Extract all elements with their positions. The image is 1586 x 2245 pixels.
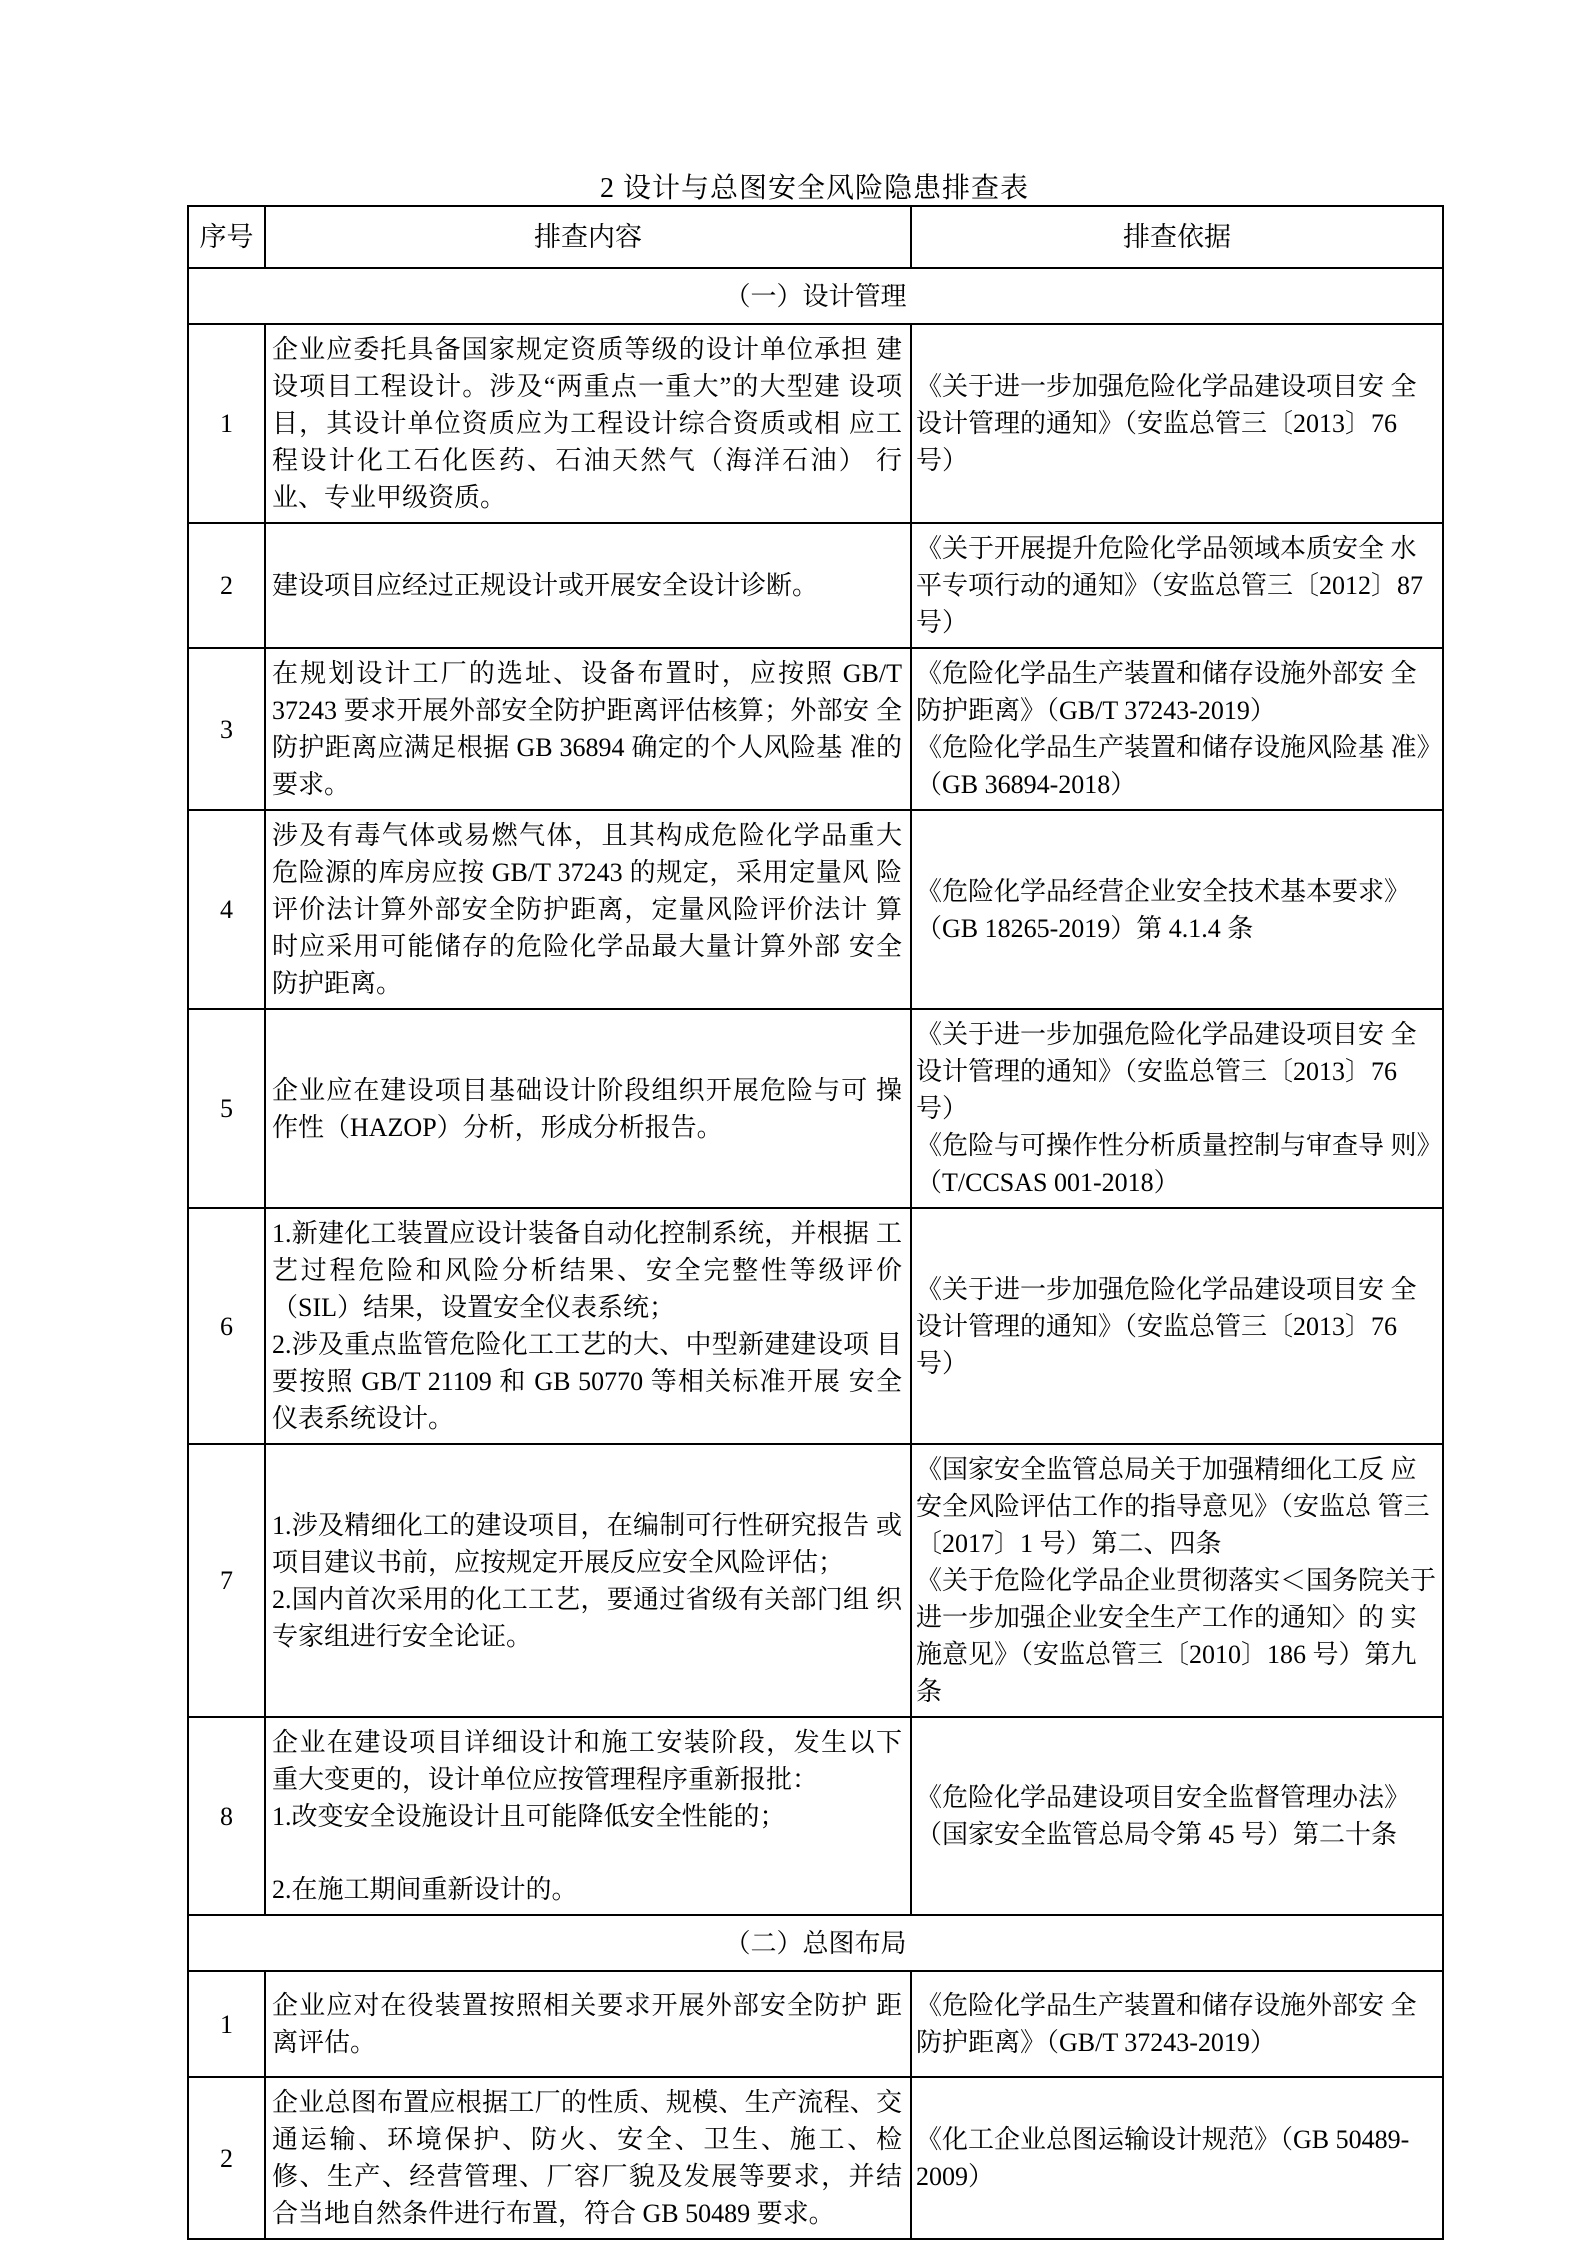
basis-paragraph: 《危险化学品经营企业安全技术基本要求》 （GB 18265-2019）第 4.1.4 条 (916, 876, 1411, 943)
checklist-table (187, 205, 1444, 2240)
section-title: （二）总图布局 (188, 1915, 1443, 1971)
content-paragraph: 2.涉及重点监管危险化工工艺的大、中型新建建设项 目要按照 GB/T 21109 和 GB 50770 等相关标准开展 安全仪表系统设计。 (272, 1330, 902, 1433)
table-row (188, 1444, 1443, 1717)
content-paragraph: 2.在施工期间重新设计的。 (272, 1875, 578, 1904)
row-number: 3 (188, 648, 265, 810)
content-paragraph: 1.改变安全设施设计且可能降低安全性能的； (272, 1802, 786, 1831)
row-number: 2 (188, 523, 265, 648)
row-basis (911, 1444, 1443, 1717)
page-title: 2 设计与总图安全风险隐患排查表 (599, 173, 1029, 204)
basis-paragraph: 《危险化学品建设项目安全监督管理办法》 （国家安全监管总局令第 45 号）第二十条 (916, 1783, 1411, 1849)
row-basis (911, 648, 1443, 810)
table-row (188, 1971, 1443, 2077)
column-header-index: 序号 (188, 206, 265, 268)
row-basis (911, 1208, 1443, 1444)
table-row (188, 523, 1443, 648)
content-paragraph: 企业应对在役装置按照相关要求开展外部安全防护 距离评估。 (272, 1991, 902, 2057)
section-header-design-management (188, 268, 1443, 324)
row-basis (911, 2077, 1443, 2239)
row-content (265, 523, 911, 648)
basis-paragraph: 《关于进一步加强危险化学品建设项目安 全设计管理的通知》（安监总管三〔2013〕76 号） (916, 372, 1417, 475)
row-basis (911, 324, 1443, 523)
content-paragraph: 1.涉及精细化工的建设项目，在编制可行性研究报告 或项目建议书前，应按规定开展反应安全风险评估； (272, 1510, 902, 1577)
row-number: 7 (188, 1444, 265, 1717)
basis-paragraph: 《关于危险化学品企业贯彻落实＜国务院关于进一步加强企业安全生产工作的通知〉的 实施意见》（安监总管三〔2010〕186 号）第九条 (916, 1566, 1437, 1706)
column-header-basis: 排查依据 (911, 206, 1443, 268)
basis-paragraph: 《关于开展提升危险化学品领域本质安全 水平专项行动的通知》（安监总管三〔2012〕87 号） (916, 534, 1424, 637)
row-number: 5 (188, 1009, 265, 1208)
row-content (265, 324, 911, 523)
row-content (265, 1208, 911, 1444)
table-row (188, 648, 1443, 810)
table-row (188, 1009, 1443, 1208)
content-paragraph: 建设项目应经过正规设计或开展安全设计诊断。 (272, 571, 819, 600)
row-basis (911, 523, 1443, 648)
row-content (265, 810, 911, 1009)
row-content (265, 1444, 911, 1717)
content-paragraph: 企业总图布置应根据工厂的性质、规模、生产流程、交 通运输、环境保护、防火、安全、卫生、施工、检 修、生产、经营管理、厂容厂貌及发展等要求，并结 合当地自然条件进行布置，符合 GB 50489 要求。 (272, 2088, 902, 2228)
row-basis (911, 810, 1443, 1009)
basis-paragraph: 《危险与可操作性分析质量控制与审查导 则》（T/CCSAS 001-2018） (916, 1131, 1430, 1197)
row-basis (911, 1009, 1443, 1208)
section-title: （一）设计管理 (188, 268, 1443, 324)
basis-paragraph: 《关于进一步加强危险化学品建设项目安 全设计管理的通知》（安监总管三〔2013〕76 号） (916, 1274, 1417, 1378)
basis-paragraph: 《化工企业总图运输设计规范》（GB 50489-2009） (916, 2125, 1410, 2191)
row-content (265, 1009, 911, 1208)
row-number: 8 (188, 1717, 265, 1915)
basis-paragraph: 《危险化学品生产装置和储存设施外部安 全防护距离》（GB/T 37243-2019） (916, 1991, 1417, 2057)
table-row (188, 324, 1443, 523)
row-number: 6 (188, 1208, 265, 1444)
basis-paragraph: 《国家安全监管总局关于加强精细化工反 应安全风险评估工作的指导意见》（安监总 管三〔2017〕1 号）第二、四条 (916, 1455, 1430, 1558)
content-paragraph: 1.新建化工装置应设计装备自动化控制系统，并根据 工艺过程危险和风险分析结果、安全完整性等级评价 （SIL）结果，设置安全仪表系统； (272, 1219, 902, 1322)
content-paragraph: 在规划设计工厂的选址、设备布置时，应按照 GB/T 37243 要求开展外部安全防护距离评估核算；外部安 全防护距离应满足根据 GB 36894 确定的个人风险基 准的要求。 (272, 659, 902, 799)
table-row (188, 2077, 1443, 2239)
section-header-general-layout (188, 1915, 1443, 1971)
basis-paragraph: 《危险化学品生产装置和储存设施风险基 准》（GB 36894-2018） (916, 733, 1430, 799)
row-number: 1 (188, 324, 265, 523)
table-row (188, 810, 1443, 1009)
basis-paragraph: 《关于进一步加强危险化学品建设项目安 全设计管理的通知》（安监总管三〔2013〕76 号） (916, 1020, 1417, 1123)
basis-paragraph: 《危险化学品生产装置和储存设施外部安 全防护距离》（GB/T 37243-2019） (916, 659, 1417, 725)
content-paragraph: 2.国内首次采用的化工工艺，要通过省级有关部门组 织专家组进行安全论证。 (272, 1584, 902, 1651)
row-number: 2 (188, 2077, 265, 2239)
row-basis (911, 1717, 1443, 1915)
row-content (265, 1717, 911, 1915)
content-paragraph: 涉及有毒气体或易燃气体，且其构成危险化学品重大 危险源的库房应按 GB/T 37243 的规定，采用定量风 险评价法计算外部安全防护距离，定量风险评价法计 算时应采用可能储存的危险化学品最大量计算外部 安全防护距离。 (272, 821, 902, 998)
row-content (265, 648, 911, 810)
content-paragraph: 企业应委托具备国家规定资质等级的设计单位承担 建设项目工程设计。涉及“两重点一重大”的大型建 设项目，其设计单位资质应为工程设计综合资质或相 应工程设计化工石化医药、石油天然气（海洋石油） 行业、专业甲级资质。 (272, 335, 902, 512)
content-paragraph: 企业在建设项目详细设计和施工安装阶段，发生以下 重大变更的，设计单位应按管理程序重新报批： (272, 1728, 902, 1794)
row-basis (911, 1971, 1443, 2077)
row-content (265, 2077, 911, 2239)
table-header-row (188, 206, 1443, 268)
table-row (188, 1208, 1443, 1444)
column-header-content: 排查内容 (265, 206, 911, 268)
content-paragraph: 企业应在建设项目基础设计阶段组织开展危险与可 操作性（HAZOP）分析，形成分析报告。 (272, 1075, 902, 1142)
row-number: 4 (188, 810, 265, 1009)
row-number: 1 (188, 1971, 265, 2077)
table-row (188, 1717, 1443, 1915)
row-content (265, 1971, 911, 2077)
